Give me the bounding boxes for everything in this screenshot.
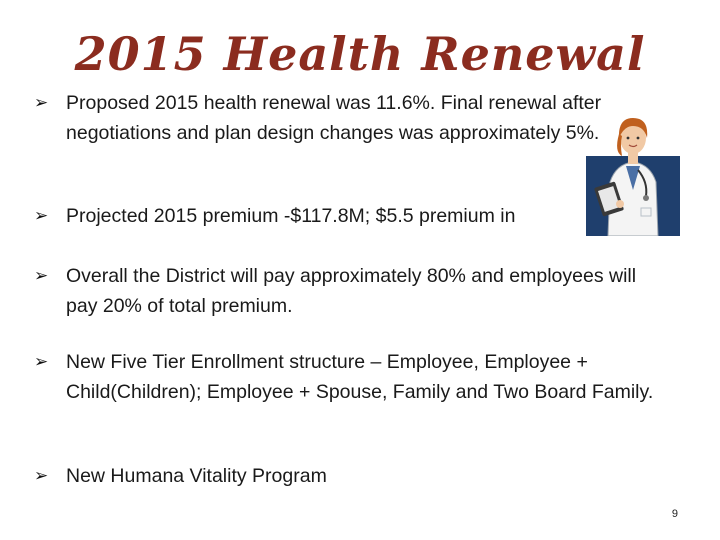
bullet-item — [34, 201, 664, 231]
arrow-bullet-icon: ➢ — [34, 93, 49, 112]
doctor-clipart-icon — [586, 112, 680, 236]
bullet-text: Overall the District will pay approximately 80% and employees will pay 20% of total premium. — [66, 265, 637, 317]
arrow-bullet-icon: ➢ — [34, 466, 49, 485]
page-number: 9 — [671, 508, 678, 520]
arrow-bullet-icon: ➢ — [34, 352, 49, 371]
bullet-text: New Five Tier Enrollment structure – Employee, Employee + Child(Children); Employee + Spouse, Family and Two Board Family. — [66, 351, 654, 403]
slide-title: 2015 Health Renewal — [74, 27, 646, 81]
arrow-bullet-icon: ➢ — [34, 266, 49, 285]
bullet-item — [34, 261, 664, 321]
bullet-item — [34, 88, 664, 148]
bullet-text: Proposed 2015 health renewal was 11.6%. Final renewal after negotiations and plan design changes was approximately 5%. — [66, 92, 602, 144]
bullet-text: New Humana Vitality Program — [66, 465, 327, 487]
bullet-text: Projected 2015 premium -$117.8M; $5.5 premium in — [66, 205, 516, 227]
bullet-item — [34, 461, 664, 491]
arrow-bullet-icon: ➢ — [34, 206, 49, 225]
bullet-item — [34, 347, 664, 407]
